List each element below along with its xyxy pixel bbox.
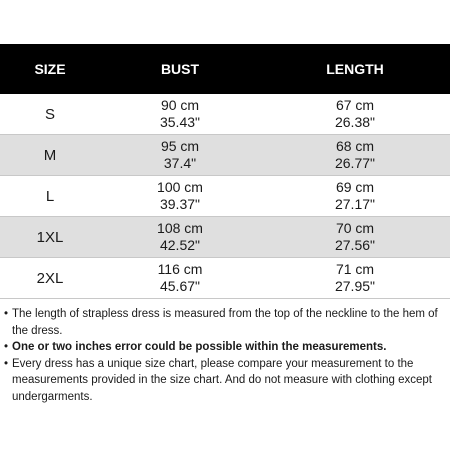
table-header-row [0,44,450,94]
bust-cm: 100 cm [157,179,203,195]
note-text: The length of strapless dress is measured from the top of the neckline to the hem of the dress. [12,308,438,337]
bust-cm: 90 cm [160,97,200,113]
size-cell: 2XL [36,269,64,287]
size-chart-table [0,44,450,299]
length-in: 27.95" [334,278,375,294]
size-cell: M [43,146,57,164]
size-cell: 1XL [36,228,64,246]
table-row [0,135,450,176]
bullet-icon: • [4,357,9,370]
length-cell [260,220,450,254]
bust-cm: 116 cm [157,261,203,277]
length-cell [260,179,450,213]
bust-cm: 95 cm [160,138,200,154]
length-cm: 71 cm [335,261,375,277]
bullet-icon: • [4,308,9,320]
table-row [0,258,450,299]
header-length: LENGTH [326,61,384,77]
length-cell [260,97,450,131]
measurement-notes [4,306,444,405]
header-size: SIZE [34,61,66,77]
bust-in: 45.67" [159,278,200,294]
table-row [0,217,450,258]
length-cell [260,138,450,172]
table-row [0,94,450,135]
bust-in: 35.43" [159,114,200,130]
note-item [4,306,444,339]
bust-cell [100,179,260,213]
length-cell [260,261,450,295]
length-cm: 70 cm [335,220,375,236]
bullet-icon: • [4,341,9,353]
size-cell: S [44,105,55,123]
bust-in: 37.4" [163,155,197,171]
bust-in: 39.37" [159,196,200,212]
bust-cell [100,138,260,172]
length-in: 26.77" [334,155,375,171]
note-item [4,356,444,406]
note-item [4,339,444,356]
bust-cell [100,97,260,131]
length-cm: 68 cm [335,138,375,154]
note-text: Every dress has a unique size chart, please compare your measurement to the measurements provided in the size chart. And do not measure with clothing except undergarments. [12,357,432,403]
note-text: One or two inches error could be possible within the measurements. [12,341,387,353]
bust-cell [100,261,260,295]
bust-cm: 108 cm [157,220,203,236]
length-cm: 69 cm [335,179,375,195]
size-cell: L [45,187,55,205]
header-bust: BUST [160,61,200,77]
bust-cell [100,220,260,254]
table-row [0,176,450,217]
length-in: 26.38" [334,114,375,130]
length-in: 27.56" [334,237,375,253]
table-body [0,94,450,299]
bust-in: 42.52" [159,237,200,253]
length-in: 27.17" [334,196,375,212]
length-cm: 67 cm [335,97,375,113]
